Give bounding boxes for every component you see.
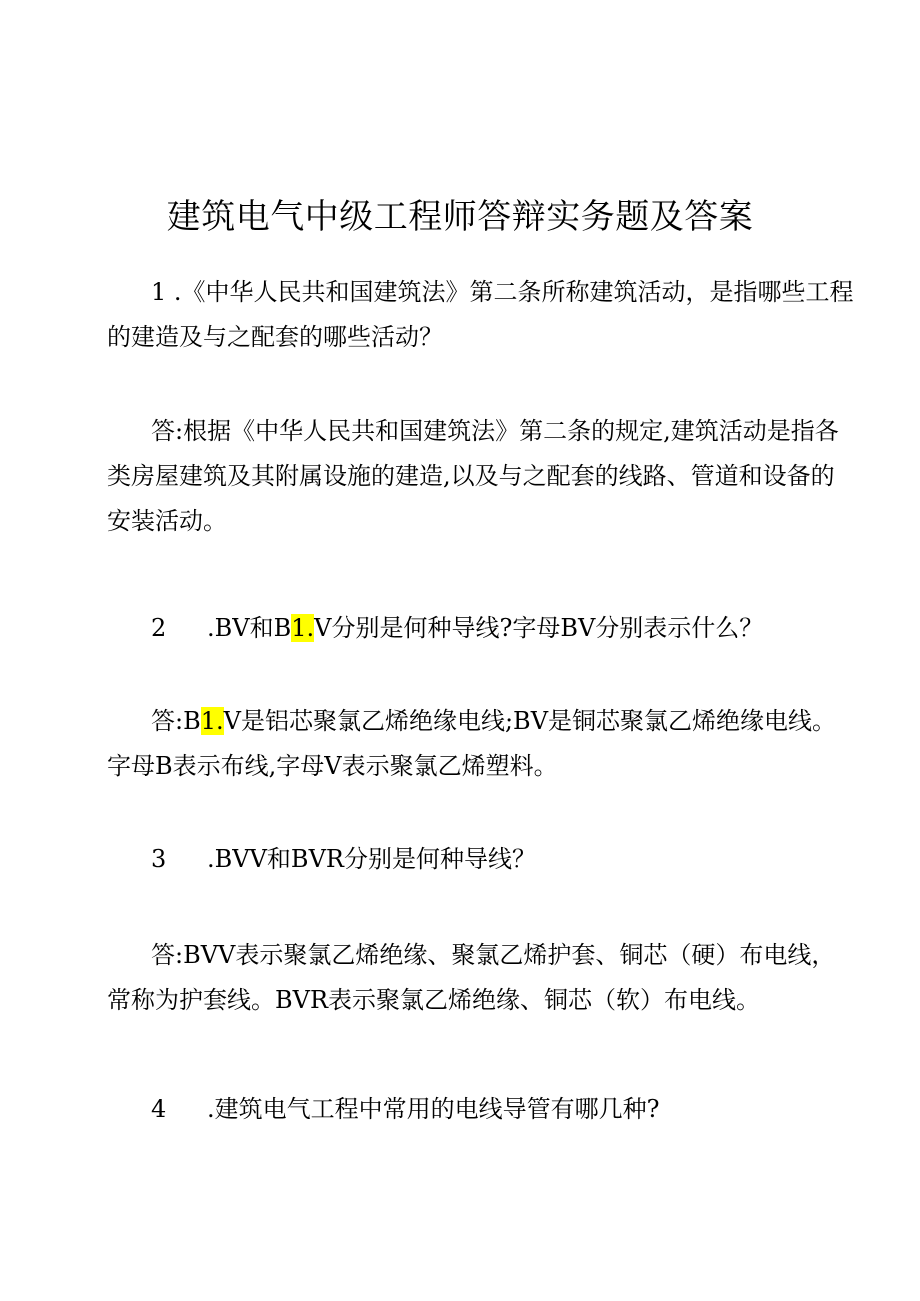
page-title: 建筑电气中级工程师答辩实务题及答案 xyxy=(166,196,754,237)
question-3-number: 3 xyxy=(151,845,167,873)
question-4 xyxy=(107,1087,827,1132)
question-4-line-1 xyxy=(107,1087,827,1132)
question-4-number: 4 xyxy=(151,1095,167,1123)
answer-1-line-2: 类房屋建筑及其附属设施的建造,以及与之配套的线路、管道和设备的 xyxy=(107,462,835,490)
answer-1-line-1: 答:根据《中华人民共和国建筑法》第二条的规定,建筑活动是指各 xyxy=(151,417,839,445)
question-3 xyxy=(107,837,827,882)
answer-2-text-before: 答:B xyxy=(151,707,201,735)
answer-3 xyxy=(107,933,836,1023)
question-1 xyxy=(107,270,854,360)
answer-2-line-2: 字母B表示布线,字母V表示聚氯乙烯塑料。 xyxy=(107,752,558,780)
question-2-number: 2 xyxy=(151,614,167,642)
question-3-line-1 xyxy=(107,837,827,882)
answer-2-text-after: V是铝芯聚氯乙烯绝缘电线;BV是铜芯聚氯乙烯绝缘电线。 xyxy=(223,707,837,735)
answer-1 xyxy=(107,409,839,544)
answer-1-line-3: 安装活动。 xyxy=(107,507,227,535)
question-2-text-before: .BV和B xyxy=(207,614,292,642)
question-2-text-after: V分别是何种导线?字母BV分别表示什么？ xyxy=(314,614,764,642)
answer-3-line-2: 常称为护套线。BVR表示聚氯乙烯绝缘、铜芯（软）布电线。 xyxy=(107,986,761,1014)
answer-3-line-1: 答:BVV表示聚氯乙烯绝缘、聚氯乙烯护套、铜芯（硬）布电线， xyxy=(151,941,836,969)
question-2-line-1 xyxy=(107,606,827,651)
question-4-text: .建筑电气工程中常用的电线导管有哪几种? xyxy=(207,1095,660,1123)
answer-2-line-1 xyxy=(107,699,837,744)
question-2-highlight: 1. xyxy=(291,614,315,642)
question-3-text: .BVV和BVR分别是何种导线？ xyxy=(207,845,536,873)
question-1-line-1: 1 .《中华人民共和国建筑法》第二条所称建筑活动，是指哪些工程 xyxy=(151,278,854,306)
question-2 xyxy=(107,606,827,651)
answer-2-highlight: 1. xyxy=(200,707,224,735)
answer-2 xyxy=(107,699,837,789)
question-1-line-2: 的建造及与之配套的哪些活动？ xyxy=(107,323,443,351)
